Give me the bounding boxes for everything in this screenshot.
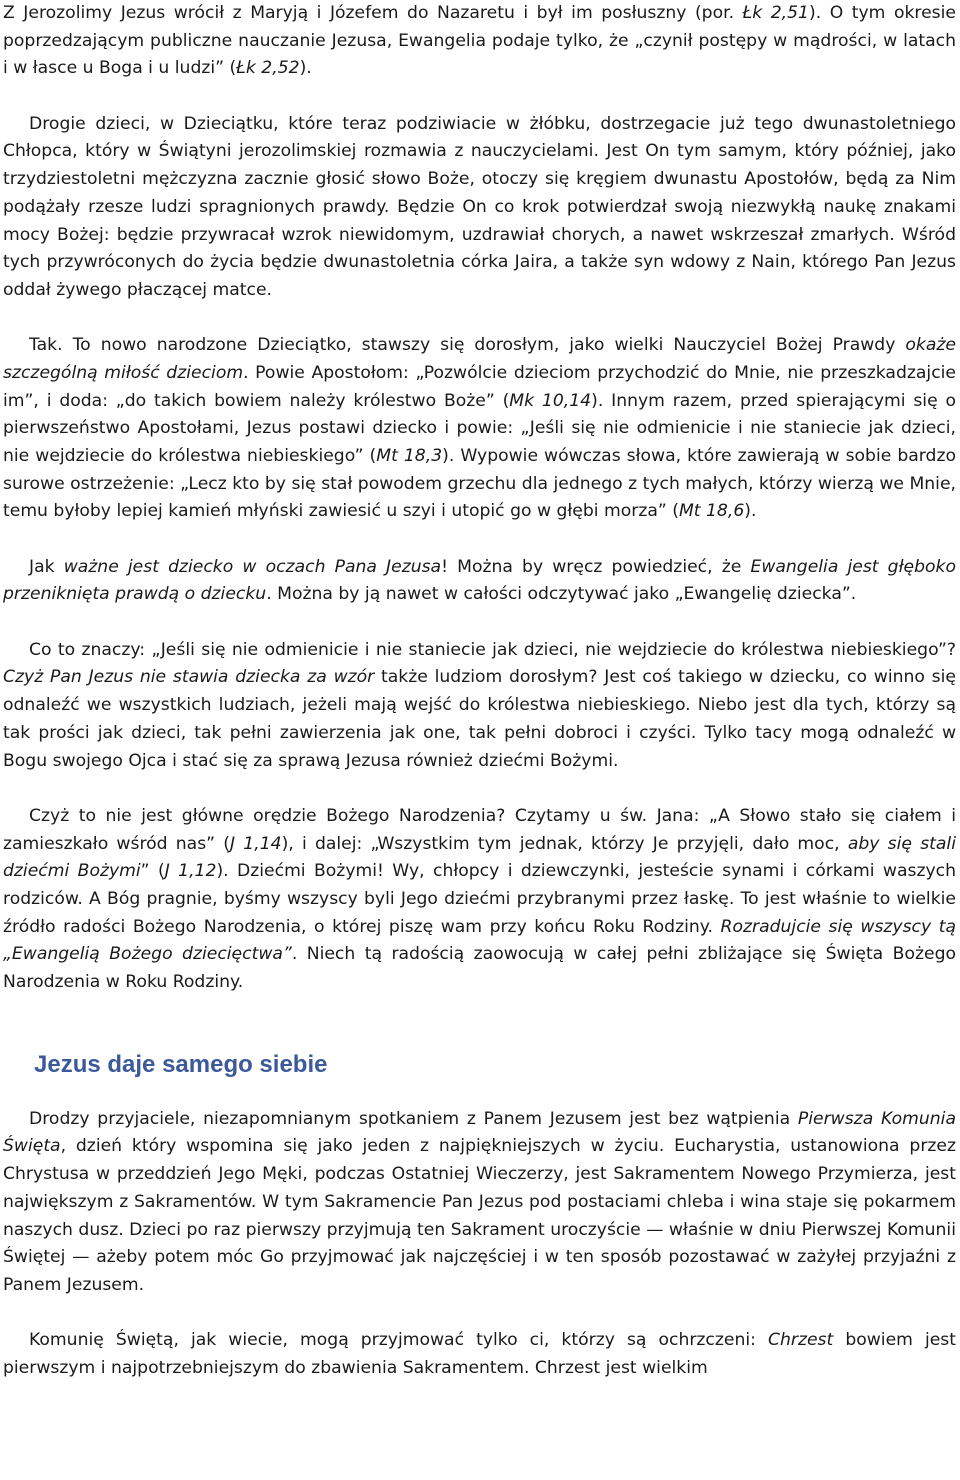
italic-run: Pierwsza Komunia Święta xyxy=(3,1108,956,1157)
paragraph-nazaret xyxy=(3,0,956,83)
text-run: ). O tym okresie poprzedzającym publiczne nauczanie Jezusa, Ewangelia podaje tylko, że „czynił postępy w mądrości, w latach i w łasce u Boga i u ludzi” ( xyxy=(3,3,956,79)
text-run: ), i dalej: „Wszystkim tym jednak, którzy Je przyjęli, dało moc, xyxy=(281,833,848,854)
text-run: ” ( xyxy=(140,861,165,882)
italic-run: Mt 18,6 xyxy=(678,501,745,522)
text-run: Drodzy przyjaciele, niezapomnianym spotkaniem z Panem Jezusem jest bez wątpienia xyxy=(29,1108,798,1129)
italic-run: Chrzest xyxy=(768,1330,834,1351)
paragraph-milosc-dzieciom xyxy=(3,332,956,526)
text-run: Czyż to nie jest główne orędzie Bożego Narodzenia? Czytamy u św. Jana: „A Słowo stało się ciałem i zamieszkało wśród nas” ( xyxy=(3,805,956,854)
italic-run: Czyż Pan Jezus nie stawia dziecka za wzór xyxy=(3,667,375,688)
text-run: ! Można by wręcz powiedzieć, że xyxy=(441,556,751,577)
italic-run: aby się stali dziećmi Bożymi xyxy=(3,833,956,882)
italic-run: Rozradujcie się wszyscy tą „Ewangelią Bożego dziecięctwa” xyxy=(3,916,957,965)
text-run: ). xyxy=(744,501,757,522)
paragraph-pierwsza-komunia xyxy=(3,1106,956,1300)
text-run: także ludziom dorosłym? Jest coś takiego w dziecku, co winno się odnaleźć we wszystkich ludziach, jeżeli mają wejść do królestwa niebieskiego. Niebo jest dla tych, którzy są tak prości jak dzieci, tak pełni zawierzenia jak one, tak pełni dobroci i czyści. Tylko tacy mogą odnaleźć w Bogu swojego Ojca i stać się za sprawą Jezusa również dziećmi Bożymi. xyxy=(3,667,956,771)
text-run: Co to znaczy: „Jeśli się nie odmienicie i nie staniecie jak dzieci, nie wejdziecie do królestwa niebieskiego”? xyxy=(29,639,956,660)
italic-run: J 1,12 xyxy=(164,861,217,882)
text-run: bowiem jest pierwszym i najpotrzebniejszym do zbawienia Sakramentem. Chrzest jest wielkim xyxy=(3,1330,956,1378)
italic-run: ważne jest dziecko w oczach Pana Jezusa xyxy=(63,556,442,577)
text-run: ). xyxy=(299,58,312,79)
italic-run: Łk 2,52 xyxy=(236,58,300,79)
text-run: . Powie Apostołom: „Pozwólcie dzieciom przychodzić do Mnie, nie przeszkadzajcie im”, i doda: „do takich bowiem należy królestwo Boże” ( xyxy=(3,362,956,411)
paragraph-chrzest xyxy=(3,1327,956,1382)
text-run: Z Jerozolimy Jezus wrócił z Maryją i Józefem do Nazaretu i był im posłuszny (por. xyxy=(3,3,743,23)
italic-run: Łk 2,51 xyxy=(742,3,809,23)
text-run: . Można by ją nawet w całości odczytywać jako „Ewangelię dziecka”. xyxy=(266,584,857,605)
italic-run: Mt 18,3 xyxy=(376,446,443,467)
italic-run: okaże szczególną miłość dzieciom xyxy=(3,335,956,383)
paragraph-orędzie xyxy=(3,803,956,997)
text-run: ). Dziećmi Bożymi! Wy, chłopcy i dziewczynki, jesteście synami i córkami waszych rodziców. A Bóg pragnie, byśmy wszyscy byli Jego dziećmi przybranymi przez łaskę. To jest właśnie to wielkie źródło radości Bożego Narodzenia, o której piszę wam przy końcu Roku Rodziny. xyxy=(3,861,956,937)
text-run: ). Innym razem, przed spierającymi się o pierwszeństwo Apostołami, Jezus postawi dziecko i powie: „Jeśli się nie odmienicie i nie staniecie jak dzieci, nie wejdziecie do królestwa niebieskiego” ( xyxy=(3,390,957,467)
section-heading: Jezus daje samego siebie xyxy=(34,1050,328,1078)
italic-run: J 1,14 xyxy=(230,833,282,854)
italic-run: Ewangelia jest głęboko przeniknięta prawdą o dziecku xyxy=(3,556,956,605)
section-heading-wrap xyxy=(3,1050,956,1080)
paragraph-ewangelia-dziecka xyxy=(3,554,956,609)
text-run: , dzień który wspomina się jako jeden z najpiękniejszych w życiu. Eucharystia, ustanowiona przez Chrystusa w przeddzień Jego Męki, podczas Ostatniej Wieczerzy, jest Sakramentem Nowego Przymierza, jest największym z Sakramentów. W tym Sakramencie Pan Jezus pod postaciami chleba i wina staje się pokarmem naszych dusz. Dzieci po raz pierwszy przyjmują ten Sakrament uroczyście — właśnie w dniu Pierwszej Komunii Świętej — ażeby potem móc Go przyjmować jak najczęściej i w ten sposób pozostawać w zażyłej przyjaźni z Panem Jezusem. xyxy=(3,1136,956,1295)
text-run: Tak. To nowo narodzone Dzieciątko, stawszy się dorosłym, jako wielki Nauczyciel Bożej Prawdy xyxy=(29,335,906,356)
text-run: Jak xyxy=(29,556,64,577)
text-run: . Niech tą radością zaowocują w całej pełni zbliżające się Święta Bożego Narodzenia w Roku Rodziny. xyxy=(3,944,956,993)
text-run: Komunię Świętą, jak wiecie, mogą przyjmować tylko ci, którzy są ochrzczeni: xyxy=(29,1330,768,1351)
text-run: Drogie dzieci, w Dzieciątku, które teraz podziwiacie w żłóbku, dostrzegacie już tego dwunastoletniego Chłopca, który w Świątyni jerozolimskiej rozmawia z nauczycielami. Jest On tym samym, który później, jako trzydziestoletni mężczyzna zacznie głosić słowo Boże, otoczy się kręgiem dwunastu Apostołów, będą za Nim podążały rzesze ludzi spragnionych prawdy. Będzie On co krok potwierdzał swoją niezwykłą naukę znakami mocy Bożej: będzie przywracał wzrok niewidomym, uzdrawiał chorych, a nawet wskrzeszał zmarłych. Wśród tych przywróconych do życia będzie dwunastoletnia córka Jaira, a także syn wdowy z Nain, którego Pan Jezus oddał żywego płaczącej matce. xyxy=(3,113,956,300)
paragraph-drogie-dzieci xyxy=(3,111,956,305)
paragraph-co-to-znaczy xyxy=(3,637,956,776)
text-run: ). Wypowie wówczas słowa, które zawierają w sobie bardzo surowe ostrzeżenie: „Lecz kto by się stał powodem grzechu dla jednego z tych małych, którzy wierzą we Mnie, temu byłoby lepiej kamień młyński zawiesić u szyi i utopić go w głębi morza” ( xyxy=(3,446,956,522)
italic-run: Mk 10,14 xyxy=(509,390,592,411)
